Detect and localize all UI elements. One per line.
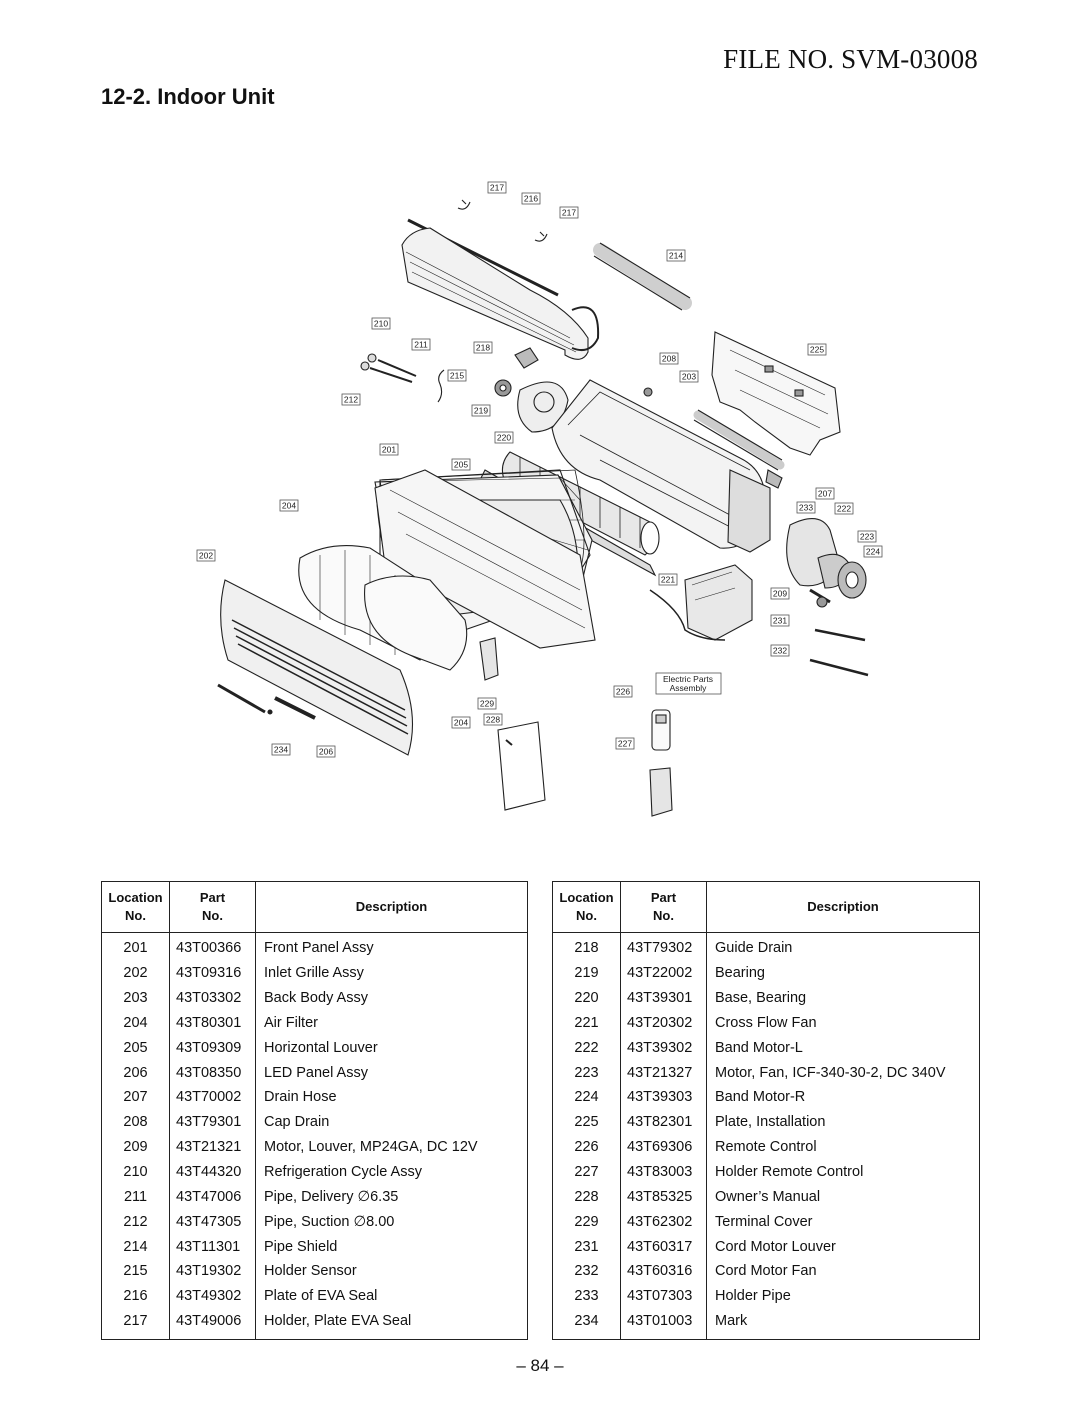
table-row — [102, 1011, 528, 1036]
page-number: – 84 – — [516, 1356, 564, 1375]
description-cell: Terminal Cover — [707, 1209, 980, 1234]
description-cell: Drain Hose — [256, 1085, 528, 1110]
part-number-cell: 43T01003 — [621, 1309, 707, 1339]
table-row — [553, 1110, 980, 1135]
location-cell: 233 — [574, 1288, 599, 1305]
table-row — [102, 1035, 528, 1060]
table-row — [553, 1085, 980, 1110]
col-description: Description — [707, 882, 980, 933]
callout-label: 222 — [836, 503, 852, 514]
part-number-cell: 43T85325 — [621, 1184, 707, 1209]
description-cell: Cap Drain — [256, 1110, 528, 1135]
part-number-cell: 43T47305 — [170, 1209, 256, 1234]
table-row — [102, 1259, 528, 1284]
callout-label: 219 — [473, 405, 489, 416]
electric-parts-label-line1: Electric Parts — [662, 674, 714, 684]
exploded-parts-diagram — [180, 170, 900, 840]
callout-label: 215 — [449, 370, 465, 381]
location-cell: 204 — [123, 1014, 148, 1031]
part-number-cell: 43T19302 — [170, 1259, 256, 1284]
location-cell: 201 — [123, 940, 148, 957]
table-row — [102, 1135, 528, 1160]
section-title: 12-2. Indoor Unit — [101, 84, 275, 109]
callout-label: 223 — [859, 531, 875, 542]
part-number-cell: 43T22002 — [621, 961, 707, 986]
location-cell: 226 — [574, 1139, 599, 1156]
callout-label: 206 — [318, 746, 334, 757]
table-row — [553, 1184, 980, 1209]
part-number-cell: 43T20302 — [621, 1011, 707, 1036]
callout-label: 211 — [414, 339, 428, 350]
description-cell: Back Body Assy — [256, 986, 528, 1011]
part-number-cell: 43T09316 — [170, 961, 256, 986]
table-row — [553, 1160, 980, 1185]
description-cell: Band Motor-L — [707, 1035, 980, 1060]
location-cell: 203 — [123, 990, 148, 1007]
part-number-cell: 43T39302 — [621, 1035, 707, 1060]
callout-label: 226 — [615, 686, 631, 697]
description-cell: Band Motor-R — [707, 1085, 980, 1110]
location-cell: 231 — [574, 1238, 599, 1255]
description-cell: Horizontal Louver — [256, 1035, 528, 1060]
part-number-cell: 43T79301 — [170, 1110, 256, 1135]
location-cell: 228 — [574, 1188, 599, 1205]
description-cell: Holder Pipe — [707, 1284, 980, 1309]
location-cell: 232 — [574, 1263, 599, 1280]
electric-parts-label-line2: Assembly — [669, 683, 707, 693]
location-cell: 222 — [574, 1039, 599, 1056]
description-cell: Cord Motor Louver — [707, 1234, 980, 1259]
location-cell: 208 — [123, 1114, 148, 1131]
location-cell: 214 — [123, 1238, 148, 1255]
location-cell: 221 — [574, 1014, 599, 1031]
location-cell: 227 — [574, 1164, 599, 1181]
callout-label: 209 — [772, 588, 788, 599]
part-number-cell: 43T44320 — [170, 1160, 256, 1185]
description-cell: Pipe, Suction ∅8.00 — [256, 1209, 528, 1234]
table-row — [553, 1011, 980, 1036]
part-number-cell: 43T39303 — [621, 1085, 707, 1110]
table-row — [102, 1209, 528, 1234]
location-cell: 216 — [123, 1288, 148, 1305]
part-number-cell: 43T09309 — [170, 1035, 256, 1060]
description-cell: Holder, Plate EVA Seal — [256, 1309, 528, 1339]
col-location: Location No. — [553, 882, 621, 933]
location-cell: 217 — [123, 1313, 148, 1330]
callout-label: 203 — [681, 371, 697, 382]
callout-label: 232 — [772, 645, 788, 656]
part-number-cell: 43T21321 — [170, 1135, 256, 1160]
callout-label: 217 — [561, 207, 577, 218]
table-row — [553, 1284, 980, 1309]
table-row — [553, 1035, 980, 1060]
callout-label: 205 — [453, 459, 469, 470]
location-cell: 211 — [123, 1188, 148, 1205]
description-cell: Holder Remote Control — [707, 1160, 980, 1185]
table-row — [553, 986, 980, 1011]
location-cell: 205 — [123, 1039, 148, 1056]
part-number-cell: 43T47006 — [170, 1184, 256, 1209]
part-number-cell: 43T00366 — [170, 933, 256, 961]
callout-label: 229 — [479, 698, 495, 709]
part-number-cell: 43T70002 — [170, 1085, 256, 1110]
description-cell: Holder Sensor — [256, 1259, 528, 1284]
description-cell: Pipe Shield — [256, 1234, 528, 1259]
location-cell: 212 — [123, 1213, 148, 1230]
callout-label: 234 — [273, 744, 289, 755]
table-row — [102, 1284, 528, 1309]
part-number-cell: 43T83003 — [621, 1160, 707, 1185]
callout-label: 224 — [865, 546, 881, 557]
part-number-cell: 43T69306 — [621, 1135, 707, 1160]
location-cell: 219 — [574, 965, 599, 982]
parts-table-right — [552, 881, 980, 1340]
callout-label: 233 — [798, 502, 814, 513]
table-row — [102, 961, 528, 986]
table-row — [102, 1110, 528, 1135]
part-number-cell: 43T08350 — [170, 1060, 256, 1085]
description-cell: Owner’s Manual — [707, 1184, 980, 1209]
col-part: Part No. — [170, 882, 256, 933]
location-cell: 225 — [574, 1114, 599, 1131]
part-number-cell: 43T11301 — [170, 1234, 256, 1259]
table-row — [553, 1135, 980, 1160]
location-cell: 202 — [123, 965, 148, 982]
callout-label: 214 — [668, 250, 684, 261]
table-row — [553, 1060, 980, 1085]
callout-label: 204 — [281, 500, 297, 511]
file-number: FILE NO. SVM-03008 — [723, 44, 978, 74]
description-cell: Pipe, Delivery ∅6.35 — [256, 1184, 528, 1209]
callout-label: 202 — [198, 550, 214, 561]
part-number-cell: 43T39301 — [621, 986, 707, 1011]
callout-label: 210 — [373, 318, 389, 329]
description-cell: Guide Drain — [707, 933, 980, 961]
table-row — [102, 1184, 528, 1209]
description-cell: Refrigeration Cycle Assy — [256, 1160, 528, 1185]
callout-label: 207 — [817, 488, 833, 499]
description-cell: Cross Flow Fan — [707, 1011, 980, 1036]
callout-label: 201 — [381, 444, 397, 455]
callout-label: 231 — [772, 615, 788, 626]
callout-label: 220 — [496, 432, 512, 443]
callout-label: 225 — [809, 344, 825, 355]
location-cell: 234 — [574, 1313, 599, 1330]
location-cell: 210 — [123, 1164, 148, 1181]
part-number-cell: 43T79302 — [621, 933, 707, 961]
table-row — [102, 986, 528, 1011]
col-description: Description — [256, 882, 528, 933]
callout-label: 221 — [660, 574, 676, 585]
callout-label: 208 — [661, 353, 677, 364]
description-cell: LED Panel Assy — [256, 1060, 528, 1085]
table-row — [102, 1060, 528, 1085]
description-cell: Plate, Installation — [707, 1110, 980, 1135]
location-cell: 209 — [123, 1139, 148, 1156]
location-cell: 215 — [123, 1263, 148, 1280]
description-cell: Motor, Louver, MP24GA, DC 12V — [256, 1135, 528, 1160]
part-number-cell: 43T60316 — [621, 1259, 707, 1284]
part-number-cell: 43T03302 — [170, 986, 256, 1011]
callout-label: 204 — [453, 717, 469, 728]
description-cell: Inlet Grille Assy — [256, 961, 528, 986]
location-cell: 206 — [123, 1064, 148, 1081]
part-number-cell: 43T07303 — [621, 1284, 707, 1309]
location-cell: 229 — [574, 1213, 599, 1230]
table-row — [102, 1309, 528, 1339]
part-number-cell: 43T21327 — [621, 1060, 707, 1085]
table-row — [553, 1234, 980, 1259]
part-number-cell: 43T82301 — [621, 1110, 707, 1135]
callout-label: 228 — [485, 714, 501, 725]
location-cell: 218 — [574, 940, 599, 957]
description-cell: Front Panel Assy — [256, 933, 528, 961]
description-cell: Motor, Fan, ICF-340-30-2, DC 340V — [707, 1060, 980, 1085]
table-row — [553, 933, 980, 961]
table-row — [102, 933, 528, 961]
part-number-cell: 43T49006 — [170, 1309, 256, 1339]
table-row — [102, 1160, 528, 1185]
location-cell: 223 — [574, 1064, 599, 1081]
description-cell: Plate of EVA Seal — [256, 1284, 528, 1309]
description-cell: Air Filter — [256, 1011, 528, 1036]
callout-label: 212 — [343, 394, 359, 405]
callout-label: 218 — [475, 342, 491, 353]
callout-label: 216 — [523, 193, 539, 204]
table-row — [553, 1259, 980, 1284]
col-location: Location No. — [102, 882, 170, 933]
table-row — [102, 1085, 528, 1110]
table-row — [553, 961, 980, 986]
location-cell: 207 — [123, 1089, 148, 1106]
description-cell: Base, Bearing — [707, 986, 980, 1011]
parts-table-left — [101, 881, 528, 1340]
part-number-cell: 43T49302 — [170, 1284, 256, 1309]
table-row — [553, 1209, 980, 1234]
col-part: Part No. — [621, 882, 707, 933]
description-cell: Remote Control — [707, 1135, 980, 1160]
location-cell: 224 — [574, 1089, 599, 1106]
description-cell: Cord Motor Fan — [707, 1259, 980, 1284]
callout-label: 217 — [489, 182, 505, 193]
table-row — [102, 1234, 528, 1259]
part-number-cell: 43T62302 — [621, 1209, 707, 1234]
table-row — [553, 1309, 980, 1339]
part-number-cell: 43T60317 — [621, 1234, 707, 1259]
callout-label: 227 — [617, 738, 633, 749]
location-cell: 220 — [574, 990, 599, 1007]
description-cell: Bearing — [707, 961, 980, 986]
description-cell: Mark — [707, 1309, 980, 1339]
part-number-cell: 43T80301 — [170, 1011, 256, 1036]
